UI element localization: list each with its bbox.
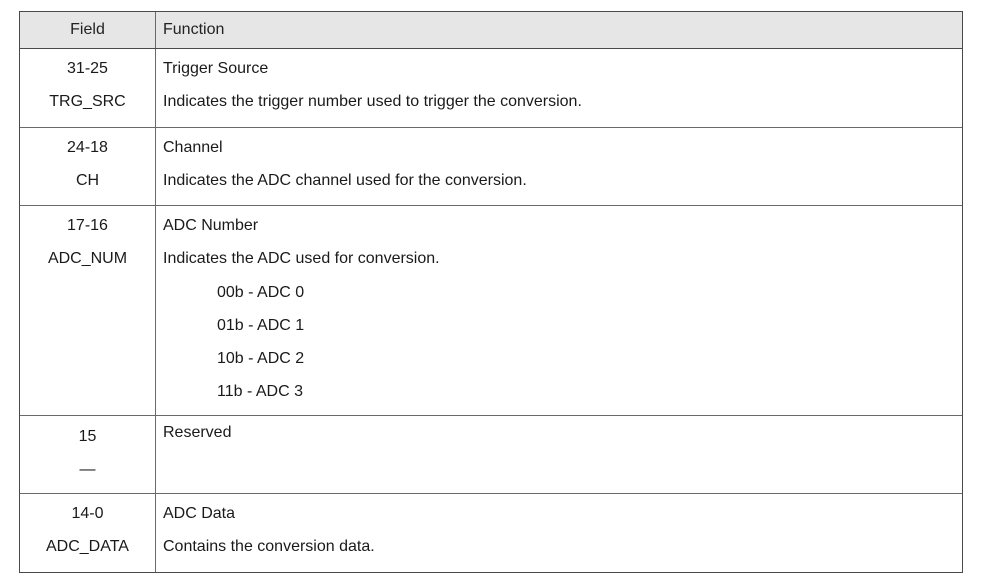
function-title: Trigger Source: [163, 60, 269, 77]
table-row: [20, 415, 962, 493]
header-field: Field: [20, 12, 156, 48]
table-row: [20, 49, 962, 127]
function-cell: [156, 49, 962, 127]
field-name: TRG_SRC: [49, 93, 126, 111]
register-field-table: [19, 11, 963, 573]
field-cell: [20, 416, 156, 493]
table-header-row: [20, 12, 962, 49]
function-title: Channel: [163, 139, 223, 156]
function-cell: [156, 416, 962, 493]
option-item: 10b - ADC 2: [217, 350, 305, 368]
field-name: —: [79, 461, 96, 479]
field-name: ADC_DATA: [46, 538, 129, 556]
field-cell: [20, 206, 156, 415]
function-cell: [156, 206, 962, 415]
table-row: [20, 127, 962, 205]
field-bits: 14-0: [71, 505, 104, 522]
function-cell: [156, 494, 962, 572]
field-name: CH: [75, 172, 100, 190]
function-title: ADC Number: [163, 217, 259, 234]
table-row: [20, 205, 962, 415]
field-bits: 24-18: [67, 139, 108, 156]
function-desc: Indicates the ADC channel used for the conversion.: [163, 172, 527, 190]
option-item: 00b - ADC 0: [217, 283, 305, 301]
field-name: ADC_NUM: [47, 250, 128, 268]
option-item: 01b - ADC 1: [217, 316, 305, 334]
field-bits: 31-25: [67, 60, 108, 77]
field-cell: [20, 49, 156, 127]
function-desc: Indicates the ADC used for conversion.: [163, 250, 440, 268]
function-title: ADC Data: [163, 505, 236, 522]
function-cell: [156, 128, 962, 205]
header-function: Function: [163, 21, 225, 38]
function-title: Reserved: [163, 424, 232, 441]
field-bits: 15: [78, 428, 97, 445]
function-desc: Contains the conversion data.: [163, 538, 375, 556]
field-cell: [20, 128, 156, 205]
field-bits: 17-16: [67, 217, 108, 234]
table-row: [20, 493, 962, 572]
field-cell: [20, 494, 156, 572]
option-item: 11b - ADC 3: [217, 383, 303, 401]
function-desc: Indicates the trigger number used to trigger the conversion.: [163, 93, 582, 111]
